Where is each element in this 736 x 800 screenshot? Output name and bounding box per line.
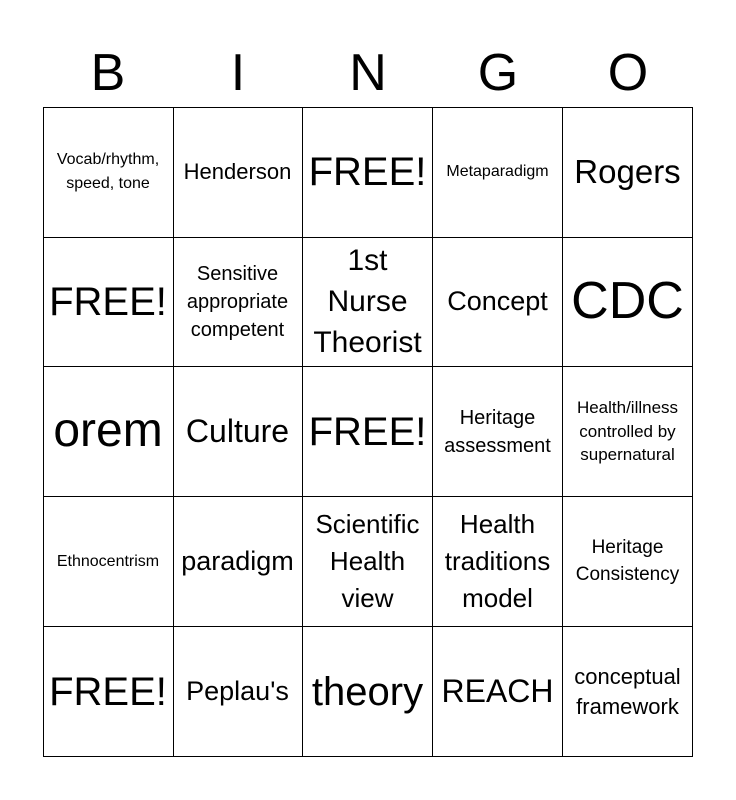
cell-label: orem bbox=[53, 404, 163, 458]
bingo-header bbox=[43, 40, 693, 106]
bingo-cell[interactable] bbox=[433, 627, 563, 757]
cell-label: conceptual framework bbox=[574, 663, 681, 719]
header-letter-g: G bbox=[477, 44, 519, 102]
bingo-cell[interactable] bbox=[173, 107, 303, 238]
cell-label: Concept bbox=[447, 286, 548, 317]
cell-label: paradigm bbox=[181, 546, 294, 577]
header-letter-o: O bbox=[607, 44, 649, 102]
cell-label: FREE! bbox=[308, 150, 427, 194]
bingo-cell[interactable] bbox=[303, 627, 433, 757]
bingo-cell[interactable] bbox=[303, 497, 433, 627]
cell-label: FREE! bbox=[308, 409, 427, 454]
header-letter-n: N bbox=[349, 44, 387, 102]
cell-label: FREE! bbox=[49, 279, 167, 324]
bingo-cell[interactable] bbox=[173, 627, 303, 757]
bingo-cell[interactable] bbox=[433, 107, 563, 238]
cell-label: 1st Nurse Theorist bbox=[313, 243, 422, 360]
cell-label: FREE! bbox=[49, 669, 167, 714]
cell-label: Heritage assessment bbox=[444, 406, 551, 457]
bingo-cell[interactable] bbox=[303, 237, 433, 367]
bingo-cell[interactable] bbox=[563, 367, 693, 497]
header-letter-b: B bbox=[90, 44, 126, 102]
bingo-cell[interactable] bbox=[303, 107, 433, 238]
bingo-cell[interactable] bbox=[303, 367, 433, 497]
bingo-cell[interactable] bbox=[563, 497, 693, 627]
bingo-cell[interactable] bbox=[43, 107, 174, 238]
cell-label: Rogers bbox=[574, 152, 681, 190]
bingo-cell[interactable] bbox=[433, 497, 563, 627]
cell-label: Ethnocentrism bbox=[56, 552, 160, 570]
bingo-cell[interactable] bbox=[43, 497, 174, 627]
cell-label: Culture bbox=[185, 412, 290, 449]
header-letter-i: I bbox=[230, 44, 246, 102]
cell-label: Scientific Health view bbox=[315, 509, 420, 613]
cell-label: Peplau's bbox=[186, 676, 289, 707]
bingo-board bbox=[43, 107, 693, 757]
cell-label: Health/illness controlled by supernatural bbox=[576, 397, 679, 465]
bingo-cell[interactable] bbox=[563, 107, 693, 238]
cell-label: theory bbox=[311, 669, 424, 714]
bingo-cell[interactable] bbox=[43, 627, 174, 757]
bingo-cell[interactable] bbox=[433, 367, 563, 497]
cell-label: Sensitive appropriate competent bbox=[186, 262, 289, 341]
bingo-cell[interactable] bbox=[563, 237, 693, 367]
bingo-cell[interactable] bbox=[43, 367, 174, 497]
bingo-cell[interactable] bbox=[43, 237, 174, 367]
bingo-cell[interactable] bbox=[173, 367, 303, 497]
cell-label: REACH bbox=[441, 672, 554, 709]
bingo-cell[interactable] bbox=[433, 237, 563, 367]
cell-label: CDC bbox=[571, 271, 684, 330]
bingo-cell[interactable] bbox=[563, 627, 693, 757]
bingo-cell[interactable] bbox=[173, 497, 303, 627]
bingo-cell[interactable] bbox=[173, 237, 303, 367]
cell-label: Vocab/rhythm, speed, tone bbox=[56, 151, 160, 192]
cell-label: Health traditions model bbox=[444, 509, 551, 613]
cell-label: Henderson bbox=[183, 158, 292, 184]
cell-label: Heritage Consistency bbox=[575, 536, 680, 585]
cell-label: Metaparadigm bbox=[446, 163, 549, 181]
